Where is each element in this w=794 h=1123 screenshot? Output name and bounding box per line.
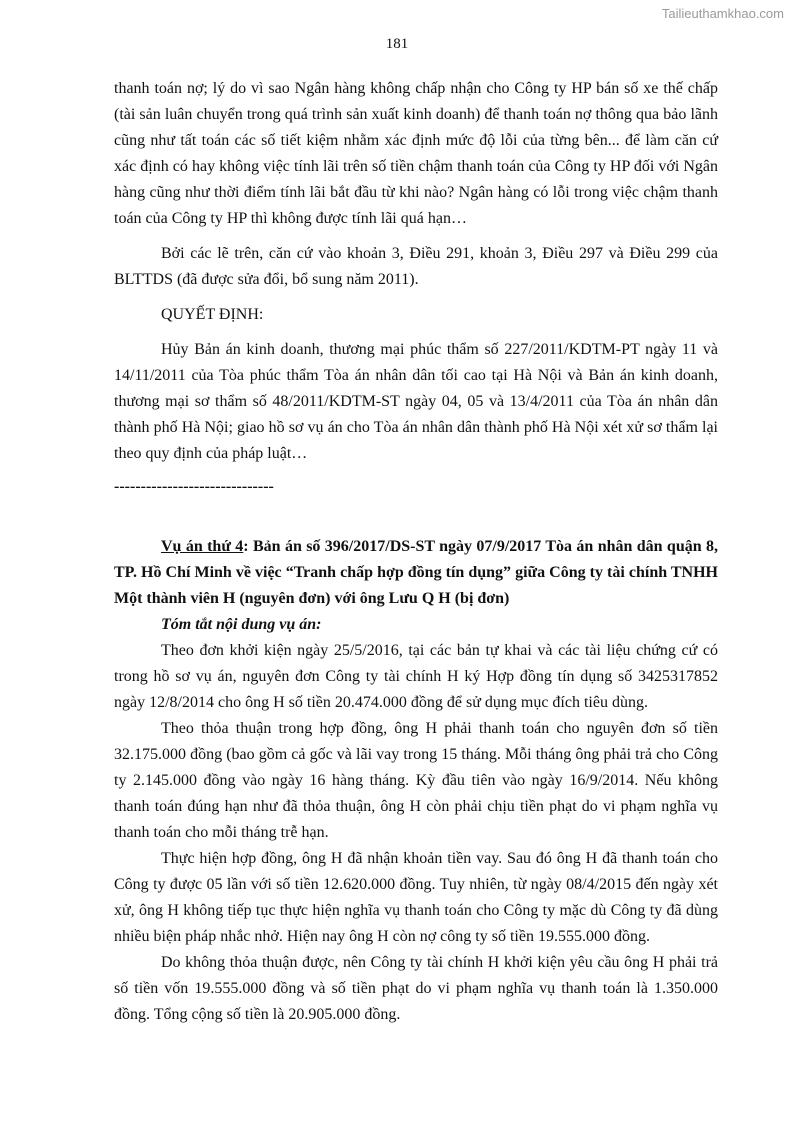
case-title-text: : Bản án số 396/2017/DS-ST ngày 07/9/2017 Tòa án nhân dân quận 8, TP. Hồ Chí Minh về việc “Tranh chấp hợp đồng tín dụng” giữa Công ty tài chính TNHH Một thành viên H (nguyên đơn) với ông Lưu Q H (bị đơn) — [114, 538, 718, 607]
paragraph-legal-basis: Bởi các lẽ trên, căn cứ vào khoản 3, Điều 291, khoản 3, Điều 297 và Điều 299 của BLTTDS (đã được sửa đổi, bổ sung năm 2011). — [114, 245, 718, 288]
watermark: Tailieuthamkhao.com — [661, 6, 784, 21]
paragraph-agreement: Theo thỏa thuận trong hợp đồng, ông H phải thanh toán cho nguyên đơn số tiền 32.175.000 đồng (bao gồm cả gốc và lãi vay trong 15 tháng. Mỗi tháng ông phải trả cho Công ty 2.145.000 đồng vào ngày 16 hàng tháng. Kỳ đầu tiên vào ngày 16/9/2014. Nếu không thanh toán đúng hạn như đã thỏa thuận, ông H còn phải chịu tiền phạt do vi phạm nghĩa vụ thanh toán cho mỗi tháng trễ hạn. — [114, 720, 718, 841]
case-label: Vụ án thứ 4 — [161, 538, 244, 555]
paragraph-claim: Do không thỏa thuận được, nên Công ty tài chính H khởi kiện yêu cầu ông H phải trả số tiền vốn 19.555.000 đồng và số tiền phạt do vi phạm nghĩa vụ thanh toán là 1.350.000 đồng. Tổng cộng số tiền là 20.905.000 đồng. — [114, 954, 718, 1023]
paragraph-continuation: thanh toán nợ; lý do vì sao Ngân hàng không chấp nhận cho Công ty HP bán số xe thế chấp (tài sản luân chuyển trong quá trình sản xuất kinh doanh) để thanh toán nợ thông qua bảo lãnh cũng như tất toán các số tiết kiệm nhằm xác định mức độ lỗi của từng bên... để làm căn cứ xác định có hay không việc tính lãi trên số tiền chậm thanh toán của Công ty HP đối với Ngân hàng cũng như thời điểm tính lãi bắt đầu từ khi nào? Ngân hàng có lỗi trong việc chậm thanh toán của Công ty HP thì không được tính lãi quá hạn… — [114, 80, 718, 227]
decision-heading: QUYẾT ĐỊNH: — [161, 306, 264, 323]
summary-heading: Tóm tắt nội dung vụ án: — [161, 616, 322, 633]
paragraph-performance: Thực hiện hợp đồng, ông H đã nhận khoản tiền vay. Sau đó ông H đã thanh toán cho Công ty được 05 lần với số tiền 12.620.000 đồng. Tuy nhiên, từ ngày 08/4/2015 đến ngày xét xử, ông H không tiếp tục thực hiện nghĩa vụ thanh toán cho Công ty mặc dù Công ty đã dùng nhiều biện pháp nhắc nhở. Hiện nay ông H còn nợ công ty số tiền 19.555.000 đồng. — [114, 850, 718, 945]
case-title — [114, 534, 718, 612]
paragraph-decision: Hủy Bản án kinh doanh, thương mại phúc thẩm số 227/2011/KDTM-PT ngày 11 và 14/11/2011 của Tòa phúc thẩm Tòa án nhân dân tối cao tại Hà Nội và Bản án kinh doanh, thương mại sơ thẩm số 48/2011/KDTM-ST ngày 04, 05 và 13/4/2011 của Tòa án nhân dân thành phố Hà Nội; giao hồ sơ vụ án cho Tòa án nhân dân thành phố Hà Nội xét xử sơ thẩm lại theo quy định của pháp luật… — [114, 341, 718, 462]
document-body — [114, 76, 718, 1028]
paragraph-lawsuit: Theo đơn khởi kiện ngày 25/5/2016, tại các bản tự khai và các tài liệu chứng cứ có trong hồ sơ vụ án, nguyên đơn Công ty tài chính H ký Hợp đồng tín dụng số 3425317852 ngày 12/8/2014 cho ông H số tiền 20.474.000 đồng để sử dụng mục đích tiêu dùng. — [114, 642, 718, 711]
page-number: 181 — [385, 36, 409, 52]
separator-line: ------------------------------ — [114, 478, 274, 495]
